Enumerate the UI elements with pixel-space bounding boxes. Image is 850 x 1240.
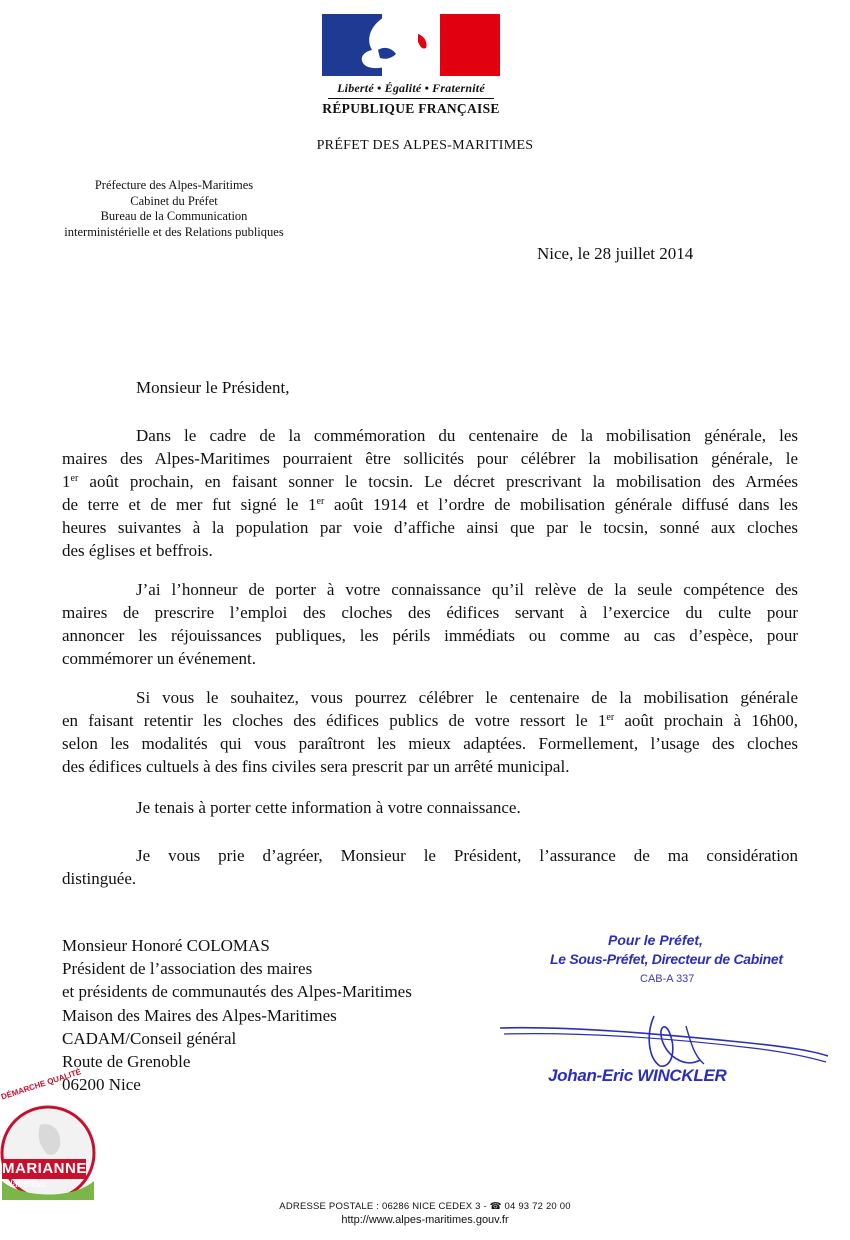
text: commémorer un événement. <box>62 649 257 668</box>
text: maires des Alpes-Maritimes pourraient être sollicités pour célébrer la mobilisation générale, le <box>62 449 798 468</box>
signatory-name: Johan-Eric WINCKLER <box>548 1066 727 1085</box>
text: annoncer les réjouissances publiques, les périls immédiats ou comme au cas d’espèce, pour <box>62 626 798 645</box>
address-line: et présidents de communautés des Alpes-Maritimes <box>62 982 412 1002</box>
badge-label: MARIANNE <box>2 1160 87 1177</box>
service-block <box>60 178 288 240</box>
text: Si vous le souhaitez, vous pourrez célébrer le centenaire de la mobilisation générale <box>136 688 798 707</box>
address-line: Maison des Maires des Alpes-Maritimes <box>62 1005 337 1025</box>
address-line: Monsieur Honoré COLOMAS <box>62 936 270 955</box>
marianne-flag-icon <box>322 14 500 76</box>
letter-date: Nice, le 28 juillet 2014 <box>537 244 694 263</box>
marianne-badge <box>0 1067 100 1200</box>
recipient-address <box>62 934 412 1096</box>
stamp-line: Le Sous-Préfet, Directeur de Cabinet <box>550 951 783 967</box>
footer-url[interactable]: http://www.alpes-maritimes.gouv.fr <box>341 1214 509 1226</box>
text: de terre et de mer fut signé le 1 <box>62 495 317 514</box>
text-line <box>62 493 798 516</box>
superscript: er <box>70 473 79 484</box>
republique-francaise: RÉPUBLIQUE FRANÇAISE <box>322 101 500 116</box>
stamp-reference: CAB-A 337 <box>640 973 695 985</box>
paragraph-2 <box>62 578 798 670</box>
text-line <box>62 470 798 493</box>
text-line <box>62 624 798 647</box>
text-line <box>136 686 798 709</box>
address-line: Route de Grenoble <box>62 1052 191 1072</box>
text-line <box>136 844 798 867</box>
text-line <box>62 516 798 539</box>
superscript: er <box>316 496 325 507</box>
text: des églises et beffrois. <box>62 541 213 560</box>
address-line: Président de l’association des maires <box>62 959 313 979</box>
badge-top-text: DÉMARCHE QUALITÉ <box>0 1067 83 1102</box>
salutation: Monsieur le Président, <box>136 378 290 397</box>
text-line <box>62 647 798 670</box>
text-line <box>62 867 798 890</box>
text: 1 <box>62 472 71 491</box>
text: maires de prescrire l’emploi des cloches des édifices servant à l’exercice du culte pour <box>62 603 798 622</box>
text: août prochain à 16h00, <box>614 711 798 730</box>
service-line: Cabinet du Préfet <box>130 193 218 208</box>
service-line: Préfecture des Alpes-Maritimes <box>94 178 254 192</box>
text: distinguée. <box>62 869 137 888</box>
text: Dans le cadre de la commémoration du centenaire de la mobilisation générale, les <box>136 426 798 445</box>
text: selon les modalités qui vous paraîtront les mieux adaptées. Formellement, l’usage des cloches <box>62 734 798 753</box>
footer <box>0 1201 850 1226</box>
text-line: Je tenais à porter cette information à votre connaissance. <box>136 798 521 817</box>
paragraph-5 <box>62 844 798 890</box>
service-line: interministérielle et des Relations publiques <box>64 224 284 239</box>
service-line: Bureau de la Communication <box>100 209 248 223</box>
text-line <box>62 447 798 470</box>
stamp-line: Pour le Préfet, <box>608 932 703 948</box>
text-line <box>62 755 798 778</box>
address-line: CADAM/Conseil général <box>62 1028 237 1048</box>
text: J’ai l’honneur de porter à votre connaissance qu’il relève de la seule compétence des <box>136 580 798 599</box>
text-line <box>136 578 798 601</box>
address-line: 06200 Nice <box>62 1075 141 1095</box>
motto: Liberté • Égalité • Fraternité <box>337 81 485 95</box>
text: des édifices cultuels à des fins civiles sera prescrit par un arrêté municipal. <box>62 757 570 776</box>
text: août prochain, en faisant sonner le tocsin. Le décret prescrivant la mobilisation des Armées <box>78 472 798 491</box>
text: août 1914 et l’ordre de mobilisation générale diffusé dans les <box>324 495 798 514</box>
text-line <box>62 709 798 732</box>
text-line <box>62 601 798 624</box>
paragraph-4 <box>136 796 798 819</box>
text-line <box>62 732 798 755</box>
text: Je vous prie d’agréer, Monsieur le Président, l’assurance de ma considération <box>136 846 798 865</box>
badge-sub: labellisé <box>10 1179 47 1190</box>
paragraph-1 <box>62 424 798 562</box>
prefet-title: PRÉFET DES ALPES-MARITIMES <box>316 138 534 153</box>
superscript: er <box>606 712 615 723</box>
paragraph-3 <box>62 686 798 778</box>
footer-address: ADRESSE POSTALE : 06286 NICE CEDEX 3 - ☎ 04 93 72 20 00 <box>279 1201 571 1212</box>
text-line <box>62 539 798 562</box>
logo-divider <box>328 98 494 99</box>
signature-stamp <box>490 930 835 1100</box>
text-line <box>136 424 798 447</box>
text: heures suivantes à la population par voie d’affiche ainsi que par le tocsin, sonné aux cloches <box>62 518 798 537</box>
text: en faisant retentir les cloches des édifices publics de votre ressort le 1 <box>62 711 607 730</box>
republique-logo <box>322 14 500 117</box>
